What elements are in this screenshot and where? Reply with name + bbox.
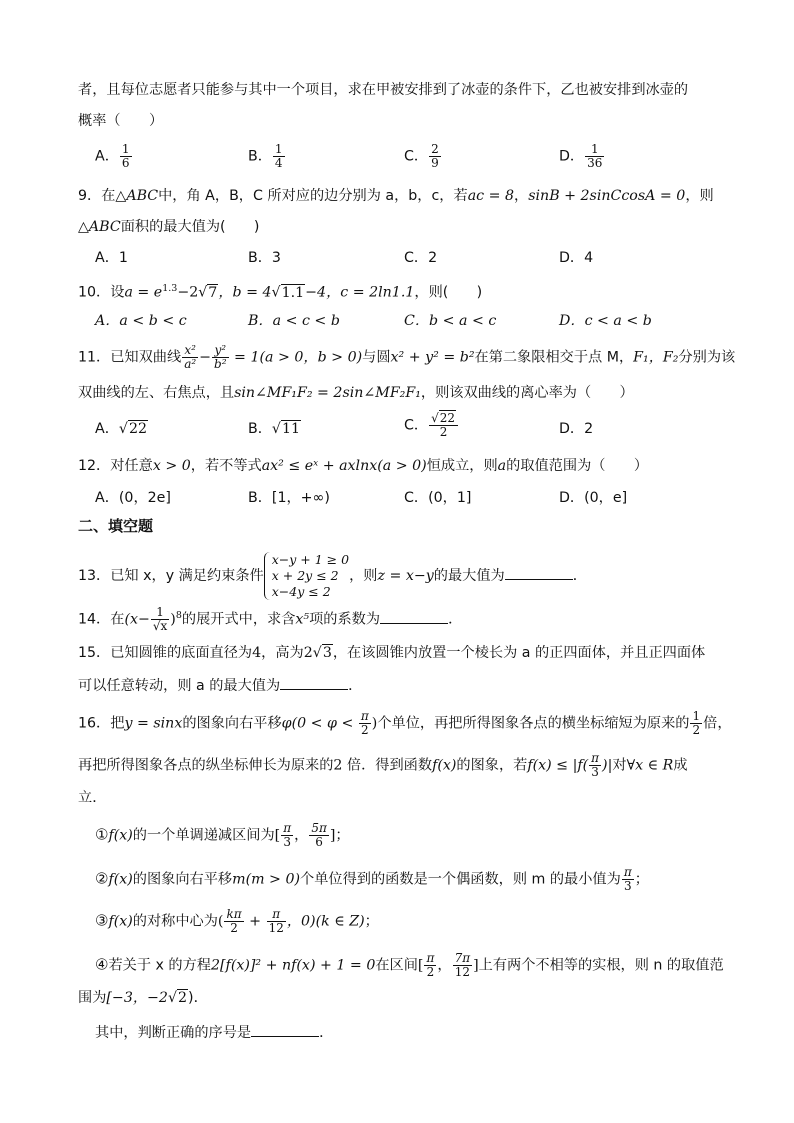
answer-blank[interactable] [380,609,448,624]
q14-fraction [151,606,169,633]
q16-fx: f(x) [432,757,457,774]
fraction-numerator: x [184,343,192,357]
q16-text-line1 [78,710,732,737]
q16-text-line2 [78,752,688,779]
q15-text: ，高为 [261,645,304,661]
answer-blank[interactable] [280,675,348,690]
q13-text: ，则 [349,568,378,584]
q13-period: ． [572,568,587,584]
sqrt-radicand: 22 [439,411,456,425]
q16-text: )． [188,990,208,1006]
q13-prefix: 13．已知 x，y 满足约束条件 [78,568,264,584]
q16-semicolon: ； [335,827,350,844]
q9-separator: ， [514,188,529,204]
q16-factor: 2 [333,757,343,774]
fraction-denominator: 2 [426,965,435,979]
q11-text: 与圆 [362,349,391,366]
q8-option-d-label: D． [559,148,585,165]
q16-m: m(m > 0) [232,871,301,888]
q12-question: 的取值范围为（ ） [506,458,649,474]
circled-number-2: ② [95,869,109,888]
q15-text: 15．已知圆锥的底面直径为 [78,645,253,661]
q10-b-sqrt: √1.1 [271,284,305,301]
q16-text: 上有两个不相等的实根，则 n 的取值范 [478,957,724,974]
fraction-numerator: 1 [692,709,701,723]
q11-option-c: C． $\frac{√22}{2}$ [404,412,459,439]
q11-question: ，则该双曲线的离心率为（ ） [420,385,634,401]
q9-prefix: 9．在 [78,188,116,204]
fraction-denominator: 6 [121,156,130,170]
q14-power: 8 [175,610,182,621]
q15-text-line1 [78,643,705,663]
q16-inequality: f(x) ≤ |f( [527,757,589,774]
fraction-numerator: 7π [454,951,471,965]
fraction-denominator: 2 [230,921,238,935]
q16-text: 的对称中心为 [132,913,218,930]
q12-option-c: C．(0，1] [404,490,472,506]
q16-text: 的图象向右平移 [182,715,282,732]
q15-diameter: 4 [252,645,262,661]
q11-text: 双曲线的左、右焦点，且 [78,385,235,401]
q16-text: 倍， [703,715,732,732]
constraint-3: x−4y ≤ 2 [271,584,331,599]
q11-foci: F₁，F₂ [633,349,679,366]
q8-text-line1: 者，且每位志愿者只能参与其中一个项目，求在甲被安排到了冰壶的条件下，乙也被安排到冰壶的 [78,82,689,98]
q11-text: 分别为该 [678,349,736,366]
q16-center: ，0)(k ∈ Z) [286,913,365,930]
q16-prefix: 16．把 [78,715,125,732]
q16-half [690,710,702,737]
q10-b-rest: −4，c = 2ln1.1 [305,284,415,301]
q10-a-sqrt: √7 [198,284,218,301]
q16-text: 若关于 x 的方程 [108,957,211,974]
q16-statement-1: ①f(x)的一个单调递减区间为[ $\frac{\pi}{3}$ ， $\frac{5\pi}{6}$ ]； [95,821,350,849]
fraction-numerator: π [591,751,600,765]
q8-option-b [248,143,286,170]
q11-condition: = 1(a > 0，b > 0) [229,349,363,366]
q10-option-c: C．b < a < c [404,313,497,329]
q8-option-b-label: B． [248,148,272,165]
q10-option-b: B．a < c < b [248,313,340,329]
fraction-numerator: π [623,865,632,879]
q12-prefix: 12．对任意 [78,458,153,474]
fraction-denominator: √x [152,619,168,634]
q11-text-line2 [78,383,634,403]
q16-text: 个单位，再把所得图象各点的横坐标缩短为原来的 [377,715,690,732]
answer-blank[interactable] [505,565,573,580]
q14-prefix: 14．在 [78,611,125,628]
fraction-denominator: b [214,357,222,371]
q10-option-d: D．c < a < b [559,313,652,329]
q16-abs-close: )| [602,757,613,774]
fraction-numerator: 1 [121,142,130,156]
q8-option-a-fraction [120,143,132,170]
q15-question: 可以任意转动，则 a 的最大值为 [78,678,281,694]
q16-statement-4-line2 [78,988,208,1008]
fraction [424,952,436,979]
fraction-denominator: 6 [315,835,323,849]
q9-option-a: A．1 [95,250,128,266]
fraction-numerator: 2 [431,142,439,156]
sqrt-radicand: 3 [322,645,332,661]
q16-text: 个单位得到的函数是一个偶函数，则 m 的最小值为 [300,871,621,888]
q15-period: ． [348,678,363,694]
fraction-numerator: 1 [585,143,604,157]
q16-final [95,1022,333,1043]
q10-a-def: a = e [124,284,163,301]
fraction-numerator: 1 [151,606,169,620]
q9-triangle: △ABC [115,188,159,204]
fraction-numerator: π [267,908,286,922]
fraction-numerator: 5π [311,821,327,835]
fraction [453,952,473,979]
q11-text: 在第二象限相交于点 M， [474,349,634,366]
q16-text: 的一个单调递减区间为 [132,827,275,844]
q8-option-a [95,143,133,170]
q16-statement-4: ④若关于 x 的方程2[f(x)]² + nf(x) + 1 = 0在区间[ $\frac{\pi}{2}$ ， $\frac{7\pi}{12}$ ]上有两个不相等的实根，则 n 的取值范 [95,951,724,979]
sqrt-radicand: 11 [281,421,301,437]
q8-option-c [404,143,442,170]
q11-option-b-label: B． [248,421,272,437]
q16-question: 其中，判断正确的序号是 [95,1025,252,1041]
q16-text: 对 [612,757,627,774]
section-heading: 二、填空题 [78,517,154,535]
q9-text-line2 [78,217,259,237]
q13-constraint-system [264,552,349,600]
q16-range: [−3，−2 [106,990,168,1006]
q11-option-a-label: A． [95,421,119,437]
q13-objective: z = x−y [377,568,434,584]
constraint-2: x + 2y ≤ 2 [271,568,339,583]
q12-text: 恒成立，则 [426,458,498,474]
q16-semicolon: ； [634,871,649,888]
q8-option-d-fraction [585,143,604,170]
q11-equation: sin∠MF₁F₂ = 2sin∠MF₂F₁ [234,385,421,401]
q16-text: 在区间 [375,957,418,974]
q16-fx: f(x) [108,913,133,930]
fraction [622,866,634,893]
q11-x-fraction: $\frac{\text{x²}}{\text{a²}}$ [184,343,197,371]
fraction-denominator: 3 [591,765,599,779]
q9-condition: ac = 8 [467,188,515,204]
q8-text-line2: 概率（ ） [78,113,164,129]
q16-text: 成 [673,757,688,774]
q8-option-c-fraction [429,143,441,170]
fraction-denominator: 9 [431,156,439,170]
q16-range-sqrt: √2 [167,990,188,1006]
q9-option-c: C．2 [404,250,438,266]
q12-text [78,456,648,476]
q11-y-fraction: $\frac{\text{y²}}{\text{b²}}$ [214,343,227,371]
q8-option-a-label: A． [95,148,119,165]
circled-number-3: ③ [95,911,109,930]
q12-inequality: ax² ≤ eˣ + axlnx(a > 0) [261,458,427,474]
q9-text-line1 [78,186,714,206]
fraction [281,822,293,849]
circled-number-4: ④ [95,955,109,974]
q16-fx: f(x) [108,827,133,844]
fraction-denominator: 12 [454,965,470,979]
q10-text [78,279,482,303]
q15-text-line2 [78,675,362,696]
q16-text-line3: 立． [78,790,107,806]
q16-phi: φ(0 < φ < [281,715,358,732]
q16-paren: ) [371,715,378,732]
q14-text [78,606,462,633]
q13-question: 的最大值为 [433,568,505,584]
q8-option-b-fraction [273,143,285,170]
q16-function: y = sinx [124,715,183,732]
fraction-denominator: 36 [587,156,603,170]
q16-text: 倍．得到函数 [342,757,433,774]
fraction-denominator: a [184,357,192,371]
q14-period: ． [448,611,463,628]
q12-option-d: D．(0，e] [559,490,628,506]
q10-prefix: 10．设 [78,284,125,301]
fraction-denominator: 4 [274,156,283,170]
answer-blank[interactable] [251,1022,319,1037]
q16-period: ． [319,1025,334,1041]
fraction [267,908,286,935]
fraction-numerator: π [283,821,292,835]
q11-option-c-label: C． [404,417,429,434]
fraction-denominator: 2 [692,723,701,737]
fraction-denominator: 12 [268,921,284,935]
circled-number-1: ① [95,825,109,844]
q9-option-d: D．4 [559,250,594,266]
q16-fx: f(x) [108,871,133,888]
q10-option-a: A．a < b < c [95,313,187,329]
q16-statement-3: ③f(x)的对称中心为( $\frac{k\pi}{2}$ + $\frac{\pi}{12}$ ，0)(k ∈ Z)； [95,907,379,935]
q16-text: 再把所得图象各点的纵坐标伸长为原来的 [78,757,334,774]
q16-semicolon: ； [364,913,379,930]
q11-option-b: B．√11 [248,421,301,437]
q11-circle: x² + y² = b² [390,349,475,366]
fraction-numerator: y [214,343,222,357]
q16-text: 的图象向右平移 [132,871,233,888]
q16-pi-over-3 [589,752,601,779]
fraction-numerator: π [360,709,369,723]
q16-pi-over-2 [359,710,371,737]
q12-x-condition: x > 0 [152,458,191,474]
q9-question: 面积的最大值为( ) [120,219,260,235]
q10-b-def: ，b = 4 [218,284,272,301]
fraction-denominator: 2 [439,425,448,439]
q12-text: ，若不等式 [190,458,262,474]
fraction-numerator: π [426,951,435,965]
q12-variable: a [497,458,507,474]
q11-option-d: D．2 [559,421,594,437]
q16-text: 的图象，若 [456,757,528,774]
q14-term: x⁵ [295,611,310,628]
constraint-1: x−y + 1 ≥ 0 [271,552,350,567]
q11-text-line1: 11．已知双曲线 $\frac{\text{x²}}{\text{a²}}$ − $\frac{\text{y²}}{\text{b²}}$ = 1(a > 0，b > 0)与圆x² + y² = b²在第二象限相交于点 M，F₁，F₂分别为该 [78,343,736,371]
q14-paren: ) [170,611,176,628]
q16-text: 围为 [78,990,107,1006]
q15-text: ，在该圆锥内放置一个棱长为 a 的正四面体，并且正四面体 [332,645,706,661]
q12-option-a: A．(0，2e] [95,490,171,506]
q10-question: ，则( ) [414,284,483,301]
q10-a-exponent: 1.3 [162,283,178,294]
sqrt-radicand: 7 [208,284,218,301]
q11-prefix: 11．已知双曲线 [78,349,182,366]
q9-equation: sinB + 2sinCcosA = 0 [528,188,686,204]
q16-forall: ∀x ∈ R [626,757,674,774]
sqrt-radicand: 22 [128,421,148,437]
q9-text: 中，角 A，B，C 所对应的边分别为 a，b，c，若 [158,188,468,204]
q8-option-d [559,143,605,170]
fraction [309,822,329,849]
q12-option-b: B．[1，+∞) [248,490,330,506]
q16-equation: 2[f(x)]² + nf(x) + 1 = 0 [211,957,376,974]
fraction [224,908,243,935]
fraction-numerator: kπ [226,907,242,921]
q10-a-rest: −2 [177,284,199,301]
q8-option-c-label: C． [404,148,429,165]
fraction-denominator: 3 [623,879,632,893]
q14-text: 的展开式中，求含 [181,611,296,628]
q11-option-a: A．√22 [95,421,148,437]
fraction-numerator: 1 [274,142,283,156]
q15-height: 2 [303,645,313,661]
sqrt-radicand: 2 [178,990,188,1006]
q14-expression: (x− [124,611,150,628]
q14-question: 项的系数为 [309,611,381,628]
q9-text-end: ，则 [685,188,714,204]
q9-option-b: B．3 [248,250,281,266]
fraction-denominator: 3 [283,835,291,849]
q13-text [78,552,587,600]
q9-triangle: △ABC [78,219,121,235]
q15-height-sqrt: √3 [312,645,332,661]
q16-statement-2 [95,866,649,893]
fraction-denominator: 2 [361,723,369,737]
sqrt-radicand: 1.1 [281,284,305,301]
